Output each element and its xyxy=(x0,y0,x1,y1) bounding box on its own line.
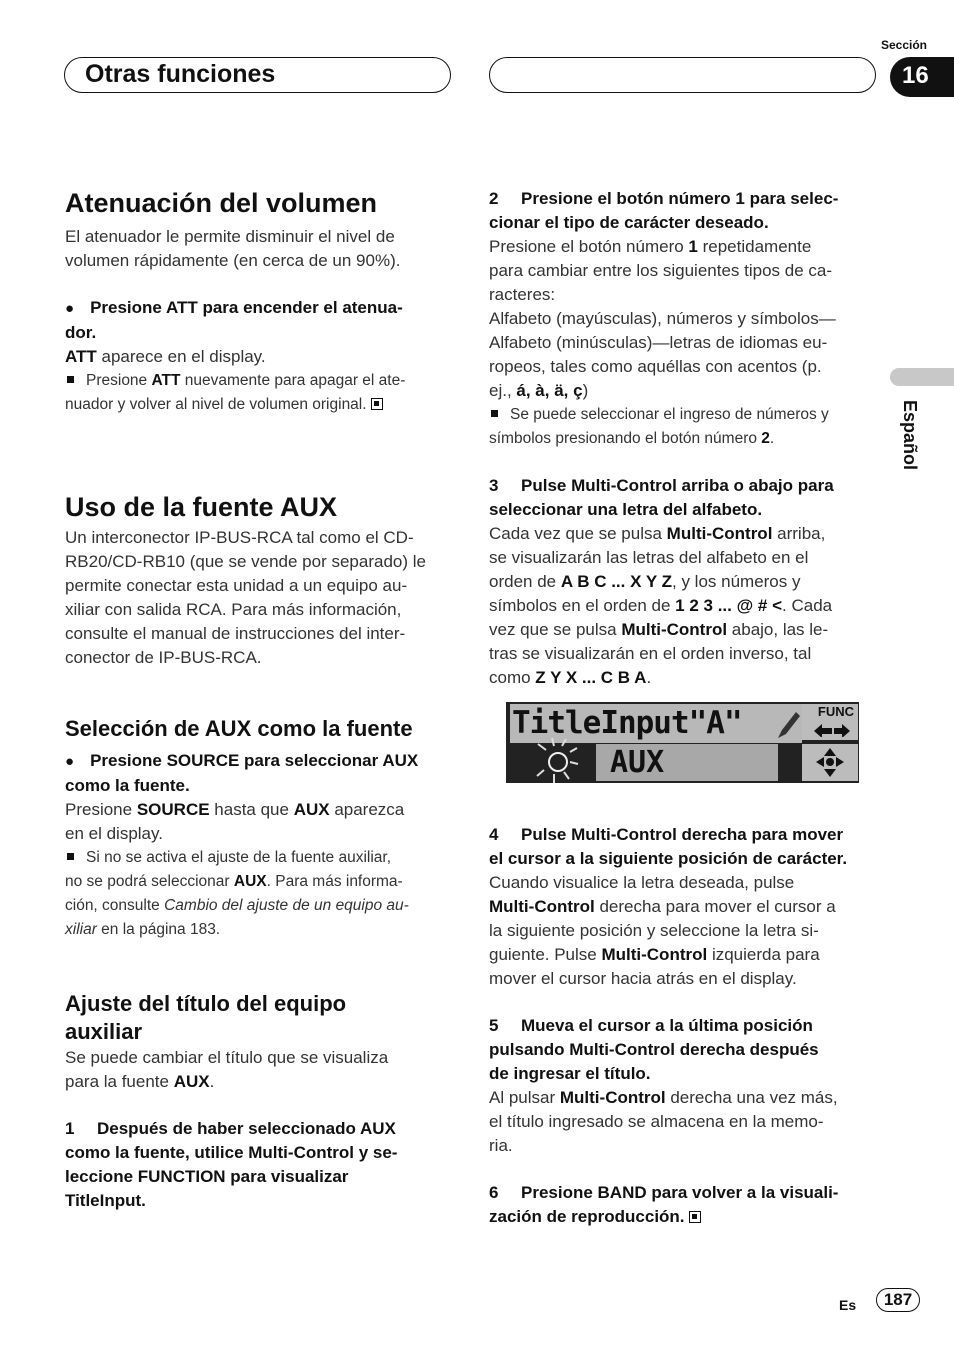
text-bold: Z Y X ... C B A xyxy=(535,668,647,687)
step-number: 6 xyxy=(489,1183,499,1202)
heading-ajuste: Ajuste del título del equipo xyxy=(65,991,347,1016)
step-text: Presione el botón número 1 para selec- xyxy=(521,189,839,208)
heading-ajuste-cont: auxiliar xyxy=(65,1019,143,1044)
step-2-note xyxy=(489,403,881,427)
note-square-icon xyxy=(491,410,498,417)
text-run: , y los números y xyxy=(672,572,801,591)
paragraph-line: permite conectar esta unidad a un equipo au- xyxy=(65,576,408,595)
text-run: arriba, xyxy=(772,524,826,543)
paragraph-line: Alfabeto (mayúsculas), números y símbolos— xyxy=(489,309,836,328)
right-column xyxy=(489,187,881,690)
footer-language: Es xyxy=(839,1297,857,1313)
note-square-icon xyxy=(67,853,74,860)
step-text: Después de haber seleccionado AUX xyxy=(97,1119,396,1138)
text-run: hasta que xyxy=(209,800,294,819)
lcd-segment xyxy=(774,704,802,743)
text-run: Cada vez que se pulsa xyxy=(489,524,667,543)
text-bold: Multi-Control xyxy=(621,620,728,639)
sel-instruction: ● Presione SOURCE para seleccionar AUX xyxy=(65,749,455,774)
step-5-heading xyxy=(489,1014,881,1038)
text-bold: AUX xyxy=(173,1072,210,1091)
paragraph-line: ropeos, tales como aquéllas con acentos (p. xyxy=(489,357,822,376)
note-text: en la página 183. xyxy=(96,921,221,938)
text-run: aparezca xyxy=(329,800,405,819)
note-italic: xiliar xyxy=(65,921,97,938)
page-number: 187 xyxy=(876,1288,920,1312)
note-text: Se puede seleccionar el ingreso de números y xyxy=(510,406,829,423)
att-note-cont xyxy=(65,393,455,417)
paragraph-line: Cuando visualice la letra deseada, pulse xyxy=(489,873,795,892)
step-number: 4 xyxy=(489,825,499,844)
att-result xyxy=(65,345,455,369)
note-bold: ATT xyxy=(151,372,181,389)
arrows-icon xyxy=(812,721,852,737)
paragraph-line: Se puede cambiar el título que se visualiza xyxy=(65,1048,389,1067)
multi-control-icon xyxy=(802,744,858,781)
paragraph-line: RB20/CD-RB10 (que se vende por separado) le xyxy=(65,552,426,571)
paragraph-line: consulte el manual de instrucciones del inter- xyxy=(65,624,406,643)
note-bold: 2 xyxy=(761,430,770,447)
step-5-heading-cont: pulsando Multi-Control derecha después xyxy=(489,1040,819,1059)
paragraph-line: Un interconector IP-BUS-RCA tal como el CD- xyxy=(65,528,414,547)
step-5-heading-cont: de ingresar el título. xyxy=(489,1064,651,1083)
heading-atenuacion: Atenuación del volumen xyxy=(65,188,378,218)
step-3-heading-cont: seleccionar una letra del alfabeto. xyxy=(489,500,763,519)
lcd-segment xyxy=(802,744,858,781)
text-run: como xyxy=(489,668,536,687)
step-4-heading-cont: el cursor a la siguiente posición de carácter. xyxy=(489,849,848,868)
lcd-source-line: AUX xyxy=(596,744,778,781)
text-run: Presione el botón número xyxy=(489,237,689,256)
language-tab-marker xyxy=(890,368,954,386)
lcd-display-illustration xyxy=(506,702,859,783)
step-2-note-cont xyxy=(489,427,881,451)
paragraph-line: conector de IP-BUS-RCA. xyxy=(65,648,262,667)
step-6-heading xyxy=(489,1181,881,1205)
chapter-title: Otras funciones xyxy=(85,60,276,88)
paragraph-line xyxy=(489,666,881,690)
note-text: Si no se activa el ajuste de la fuente auxiliar, xyxy=(86,849,392,866)
paragraph-line xyxy=(489,895,881,919)
text-bold: A B C ... X Y Z xyxy=(560,572,672,591)
paragraph-line xyxy=(489,379,881,403)
paragraph-line: se visualizarán las letras del alfabeto en el xyxy=(489,548,809,567)
att-bold: ATT xyxy=(65,347,97,366)
step-1-heading-cont: leccione FUNCTION para visualizar xyxy=(65,1167,349,1186)
text-run: . xyxy=(646,668,652,687)
paragraph-line xyxy=(489,570,881,594)
text-run: símbolos en el orden de xyxy=(489,596,676,615)
att-note xyxy=(65,369,455,393)
text-bold: 1 2 3 ... @ # < xyxy=(675,596,783,615)
step-text: zación de reproducción. xyxy=(489,1207,685,1226)
chapter-header xyxy=(64,57,451,93)
step-1-heading xyxy=(65,1117,455,1141)
text-run: ) xyxy=(582,381,589,400)
paragraph-line: para cambiar entre los siguientes tipos de ca- xyxy=(489,261,833,280)
heading-seleccion: Selección de AUX como la fuente xyxy=(65,716,413,741)
text-run: orden de xyxy=(489,572,561,591)
note-text: . xyxy=(769,430,775,447)
text-run: izquierda para xyxy=(707,945,820,964)
sel-note xyxy=(65,846,455,870)
text-bold: AUX xyxy=(293,800,330,819)
left-column xyxy=(65,187,455,1213)
paragraph-line: xiliar con salida RCA. Para más información, xyxy=(65,600,402,619)
step-text: Presione BAND para volver a la visuali- xyxy=(521,1183,839,1202)
paragraph-line xyxy=(489,594,881,618)
step-number: 2 xyxy=(489,189,499,208)
paragraph-line xyxy=(489,235,881,259)
att-shown: aparece en el display. xyxy=(96,347,266,366)
sel-note-cont xyxy=(65,870,455,894)
step-text: Pulse Multi-Control arriba o abajo para xyxy=(521,476,834,495)
step-4-heading xyxy=(489,823,881,847)
end-mark-icon xyxy=(689,1211,701,1223)
blinking-cursor-icon xyxy=(506,702,596,783)
paragraph-line: ria. xyxy=(489,1136,513,1155)
step-2-heading-cont: cionar el tipo de carácter deseado. xyxy=(489,213,769,232)
note-text: . Para más informa- xyxy=(266,873,403,890)
paragraph-line: tras se visualizarán en el orden inverso, tal xyxy=(489,644,812,663)
step-2-heading xyxy=(489,187,881,211)
pencil-icon xyxy=(774,704,802,743)
paragraph-line: Alfabeto (minúsculas)—letras de idiomas eu- xyxy=(489,333,828,352)
text-run: derecha una vez más, xyxy=(665,1088,838,1107)
func-indicator xyxy=(802,704,858,740)
header-blank-pill xyxy=(489,57,876,93)
att-instruction: ● Presione ATT para encender el atenua- xyxy=(65,296,455,321)
note-text: no se podrá seleccionar xyxy=(65,873,234,890)
note-text: nuador y volver al nivel de volumen original. xyxy=(65,396,367,413)
text-bold: SOURCE xyxy=(136,800,210,819)
text-run: guiente. Pulse xyxy=(489,945,602,964)
text-run: . xyxy=(209,1072,215,1091)
text-bold: Multi-Control xyxy=(601,945,708,964)
text-bold: 1 xyxy=(688,237,698,256)
text-run: ej., xyxy=(489,381,517,400)
paragraph-line xyxy=(489,522,881,546)
step-text: Mueva el cursor a la última posición xyxy=(521,1016,813,1035)
step-6-heading-cont xyxy=(489,1205,881,1229)
text-bold: Multi-Control xyxy=(559,1088,666,1107)
paragraph-line xyxy=(489,1086,881,1110)
paragraph-line: la siguiente posición y seleccione la letra si- xyxy=(489,921,819,940)
text-bold: Multi-Control xyxy=(666,524,773,543)
note-italic: Cambio del ajuste de un equipo au- xyxy=(164,897,409,914)
text-bold: á, à, ä, ç xyxy=(516,381,583,400)
sel-note-cont xyxy=(65,918,455,942)
end-mark-icon xyxy=(371,398,383,410)
sel-instruction-cont: como la fuente. xyxy=(65,776,190,795)
note-square-icon xyxy=(67,376,74,383)
text-run: . Cada xyxy=(782,596,833,615)
step-number: 5 xyxy=(489,1016,499,1035)
note-text: Presione xyxy=(86,372,152,389)
language-tab-label: Español xyxy=(900,400,920,471)
right-column-lower xyxy=(489,823,881,1229)
sel-result xyxy=(65,798,455,822)
note-text: símbolos presionando el botón número xyxy=(489,430,762,447)
step-number: 1 xyxy=(65,1119,75,1138)
text-run: para la fuente xyxy=(65,1072,174,1091)
text-run: repetidamente xyxy=(697,237,812,256)
paragraph-line: el título ingresado se almacena en la memo- xyxy=(489,1112,824,1131)
paragraph-line xyxy=(65,1070,455,1094)
section-number: 16 xyxy=(890,57,954,97)
paragraph-line xyxy=(489,618,881,642)
text-run: Al pulsar xyxy=(489,1088,560,1107)
paragraph-line: El atenuador le permite disminuir el nivel de xyxy=(65,227,395,246)
heading-uso-aux: Uso de la fuente AUX xyxy=(65,492,338,522)
step-1-heading-cont: TitleInput. xyxy=(65,1191,146,1210)
sel-note-cont xyxy=(65,894,455,918)
note-text: nuevamente para apagar el ate- xyxy=(180,372,406,389)
text-run: derecha para mover el cursor a xyxy=(594,897,836,916)
text-run: Presione xyxy=(65,800,137,819)
step-3-heading xyxy=(489,474,881,498)
step-1-heading-cont: como la fuente, utilice Multi-Control y se- xyxy=(65,1143,398,1162)
text-run: abajo, las le- xyxy=(727,620,829,639)
paragraph-line: volumen rápidamente (en cerca de un 90%). xyxy=(65,251,401,270)
section-label: Sección xyxy=(880,38,927,52)
lcd-title-line: TitleInput"A" xyxy=(510,704,774,743)
text-run: vez que se pulsa xyxy=(489,620,622,639)
text-bold: Multi-Control xyxy=(489,897,595,916)
paragraph-line xyxy=(489,943,881,967)
note-text: ción, consulte xyxy=(65,897,165,914)
note-bold: AUX xyxy=(233,873,267,890)
step-text: Pulse Multi-Control derecha para mover xyxy=(521,825,844,844)
paragraph-line: mover el cursor hacia atrás en el display. xyxy=(489,969,797,988)
sel-result-cont: en el display. xyxy=(65,824,163,843)
step-number: 3 xyxy=(489,476,499,495)
paragraph-line: racteres: xyxy=(489,285,556,304)
func-label: FUNC xyxy=(817,704,854,719)
att-instruction-cont: dor. xyxy=(65,323,97,342)
